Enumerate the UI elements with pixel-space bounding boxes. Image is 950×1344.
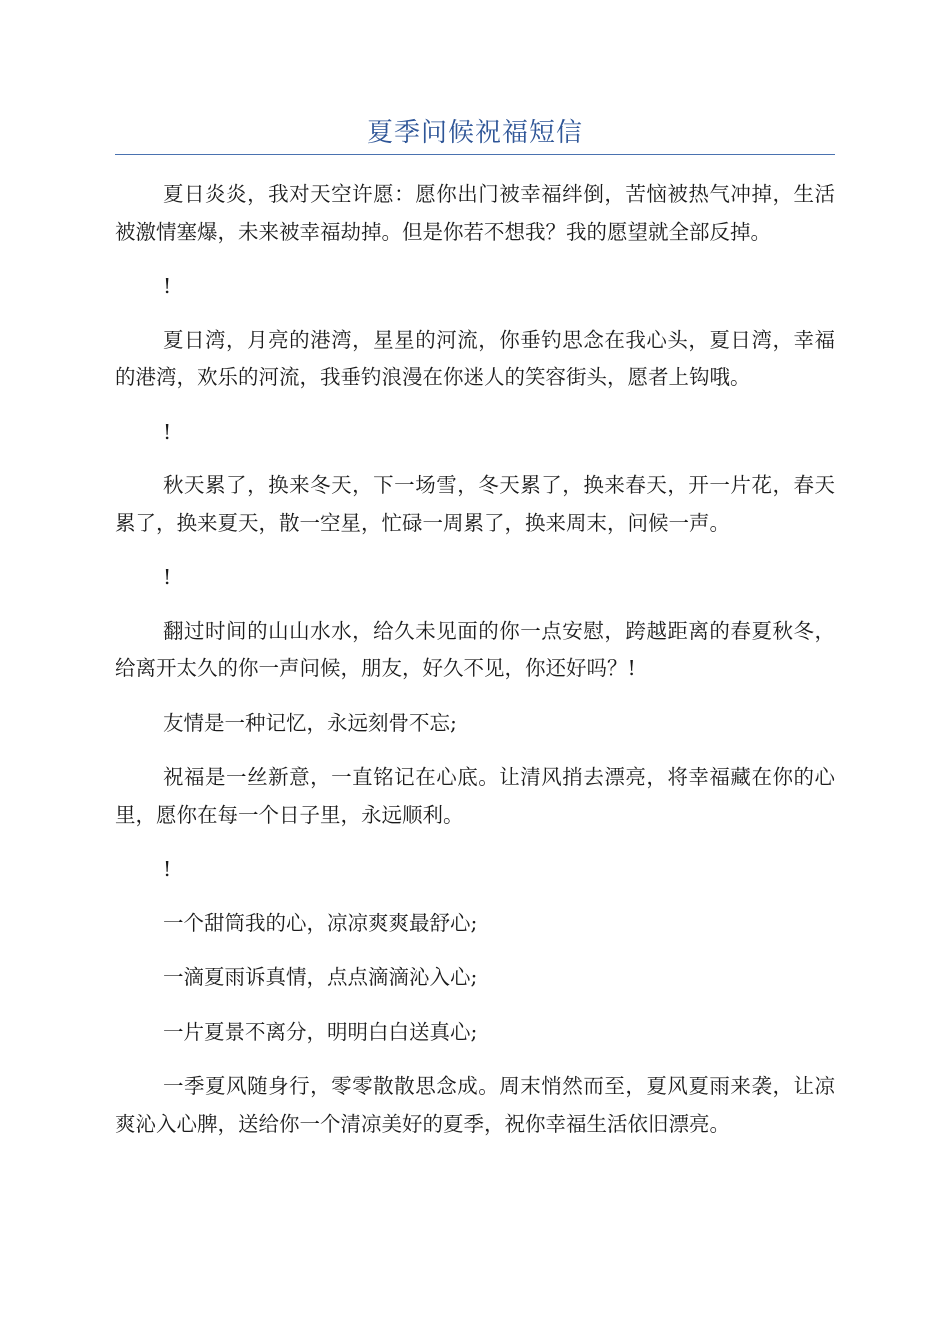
document-body [115,176,835,1143]
paragraph: 友情是一种记忆，永远刻骨不忘; [163,710,457,735]
paragraph: 夏日炎炎，我对天空许愿：愿你出门被幸福绊倒，苦恼被热气冲掉，生活被激情塞爆，未来被幸福劫掉。但是你若不想我？我的愿望就全部反掉。 [115,182,835,244]
paragraph: 翻过时间的山山水水，给久未见面的你一点安慰，跨越距离的春夏秋冬，给离开太久的你一声问候，朋友，好久不见，你还好吗？! [115,618,835,680]
paragraph: 秋天累了，换来冬天，下一场雪，冬天累了，换来春天，开一片花，春天累了，换来夏天，散一空星，忙碌一周累了，换来周末，问候一声。 [115,473,835,535]
title-underline [115,154,835,155]
paragraph: 祝福是一丝新意，一直铭记在心底。让清风捎去漂亮，将幸福藏在你的心里，愿你在每一个日子里，永远顺利。 [115,765,835,827]
paragraph: 一个甜筒我的心，凉凉爽爽最舒心; [163,910,478,935]
paragraph: 一季夏风随身行，零零散散思念成。周末悄然而至，夏风夏雨来袭，让凉爽沁入心脾，送给你一个清凉美好的夏季，祝你幸福生活依旧漂亮。 [115,1074,835,1136]
paragraph: 一滴夏雨诉真情，点点滴滴沁入心; [163,965,478,989]
paragraph: 夏日湾，月亮的港湾，星星的河流，你垂钓思念在我心头，夏日湾，幸福的港湾，欢乐的河流，我垂钓浪漫在你迷人的笑容街头，愿者上钩哦。 [115,327,835,389]
paragraph-separator: ! [163,419,172,444]
document-page [115,0,835,1160]
paragraph-separator: ! [163,857,172,881]
paragraph-separator: ! [163,565,172,589]
document-title: 夏季问候祝福短信 [366,118,583,148]
paragraph-separator: ! [163,274,172,298]
paragraph: 一片夏景不离分，明明白白送真心; [163,1019,478,1044]
